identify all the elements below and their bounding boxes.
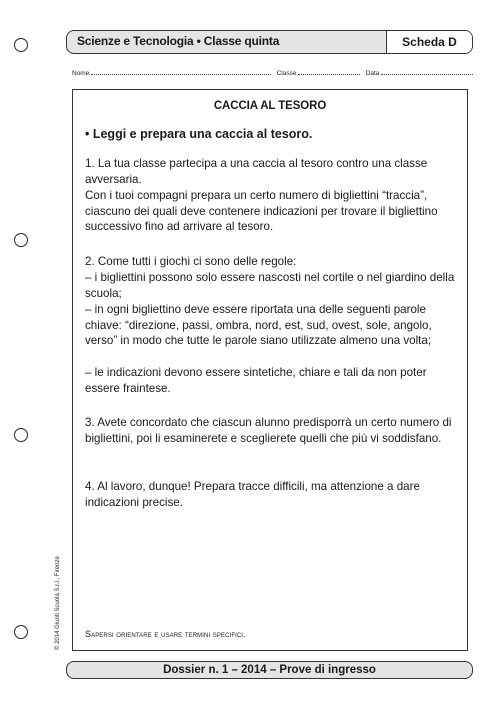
- rule-2: – in ogni bigliettino deve essere riportata una delle seguenti parole chiave: “direzione, passi, ombra, nord, est, sud, ovest, sole, angolo, verso” in modo che tutte le parole siano utilizzate almeno una volta;: [85, 303, 432, 348]
- data-field[interactable]: [381, 68, 473, 75]
- data-label: Data: [365, 70, 380, 77]
- classe-label: Classe: [276, 70, 297, 77]
- punch-hole-icon: [14, 625, 28, 639]
- paragraph-3: 3. Avete concordato che ciascun alunno predisporrà un certo numero di bigliettini, poi li esaminerete e sceglierete quelli che più vi soddisfano.: [85, 416, 452, 445]
- student-info-line: [72, 68, 472, 77]
- paragraph-1: 1. La tua classe partecipa a una caccia al tesoro contro una classe avversaria.: [85, 157, 428, 186]
- punch-hole-icon: [14, 233, 28, 247]
- worksheet-box: [72, 89, 468, 651]
- rule-1: – i bigliettini possono solo essere nascosti nel cortile o nel giardino della scuola;: [85, 271, 455, 300]
- subject-title: Scienze e Tecnologia • Classe quinta: [77, 34, 280, 48]
- classe-field[interactable]: [298, 68, 360, 75]
- header-bar: [66, 30, 473, 54]
- copyright-note: © 2014 Giunti Scuola S.r.l., Firenze: [55, 556, 61, 650]
- scheda-label: Scheda D: [386, 31, 472, 53]
- learning-objective: Sapersi orientare e usare termini specifici.: [85, 629, 246, 639]
- paragraph-1b: Con i tuoi compagni prepara un certo numero di bigliettini “traccia”, ciascuno dei quali deve contenere indicazioni per trovare il bigliettino successivo fino ad arrivare al tesoro.: [85, 189, 438, 234]
- nome-label: Nome: [72, 70, 90, 77]
- worksheet-title: CACCIA AL TESORO: [213, 100, 327, 112]
- worksheet-intro: • Leggi e prepara una caccia al tesoro.: [85, 127, 313, 141]
- paragraph-2: 2. Come tutti i giochi ci sono delle regole:: [85, 255, 297, 268]
- rule-3: – le indicazioni devono essere sintetiche, chiare e tali da non poter essere fraintese.: [85, 366, 427, 395]
- paragraph-4: 4. Al lavoro, dunque! Prepara tracce difficili, ma attenzione a dare indicazioni precise.: [85, 480, 420, 509]
- punch-hole-icon: [14, 38, 28, 52]
- punch-hole-icon: [14, 428, 28, 442]
- nome-field[interactable]: [91, 68, 271, 75]
- footer-bar: Dossier n. 1 – 2014 – Prove di ingresso: [66, 661, 473, 679]
